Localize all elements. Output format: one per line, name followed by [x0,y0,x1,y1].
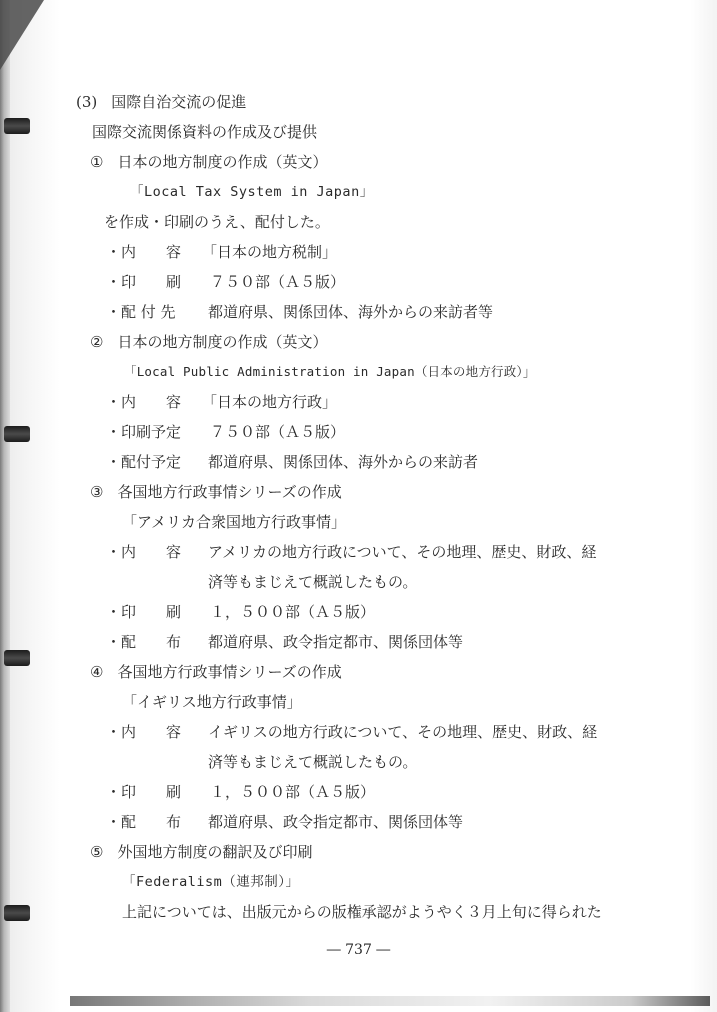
binding-edge [0,0,10,1012]
detail-label: ・配 布 [106,633,182,651]
detail-label: ・印 刷 [106,273,182,291]
document-title: 「Local Tax System in Japan」 [130,184,374,200]
item-title: 各国地方行政事情シリーズの作成 [117,663,342,681]
item-marker: ⑤ [90,843,104,861]
section-subtitle: 国際交流関係資料の作成及び提供 [92,123,318,141]
detail-value-continuation: 済等もまじえて概説したもの。 [208,753,418,771]
item-title: 日本の地方制度の作成（英文） [117,333,328,351]
detail-label: ・印 刷 [106,603,182,621]
binding-ring [4,905,30,921]
item-heading [90,662,342,682]
item-marker: ③ [90,483,104,501]
page-bottom-shadow [70,996,710,1006]
item-title: 外国地方制度の翻訳及び印刷 [117,843,313,861]
detail-value: アメリカの地方行政について、その地理、歴史、財政、経 [208,543,597,561]
detail-value: イギリスの地方行政について、その地理、歴史、財政、経 [208,723,598,741]
detail-label: ・内 容 [106,723,182,741]
detail-label: ・内 容 [106,543,182,561]
item-title: 各国地方行政事情シリーズの作成 [117,483,342,501]
page-corner-shadow [0,0,44,70]
detail-label: ・配 付 先 [106,303,176,321]
item-heading [90,842,312,862]
document-title: 「イギリス地方行政事情」 [122,693,302,711]
item-heading [90,152,327,172]
section-number: (3) [76,93,98,111]
detail-value: 都道府県、関係団体、海外からの来訪者 [208,453,479,471]
item-note: 上記については、出版元からの版権承認がようやく３月上旬に得られた [122,903,602,921]
detail-label: ・内 容 [106,243,182,261]
document-title: 「Local Public Administration in Japan（日本の地方行政）」 [124,364,536,379]
detail-label: ・内 容 [106,393,182,411]
item-heading [90,332,327,352]
detail-value: １，５００部（Ａ５版） [210,783,376,801]
detail-value-continuation: 済等もまじえて概説したもの。 [208,573,418,591]
binding-ring [4,118,30,134]
detail-label: ・印刷予定 [106,423,182,441]
document-title: 「Federalism（連邦制）」 [122,874,300,890]
detail-value: 都道府県、政令指定都市、関係団体等 [208,633,464,651]
item-note: を作成・印刷のうえ、配付した。 [104,213,330,231]
item-marker: ② [90,333,104,351]
item-title: 日本の地方制度の作成（英文） [117,153,328,171]
detail-value: 「日本の地方行政」 [202,393,338,411]
detail-label: ・配 布 [106,813,182,831]
detail-value: ７５０部（Ａ５版） [210,273,346,291]
detail-label: ・印 刷 [106,783,182,801]
detail-value: 都道府県、政令指定都市、関係団体等 [208,813,464,831]
document-title: 「アメリカ合衆国地方行政事情」 [122,513,346,531]
item-marker: ① [90,153,104,171]
detail-value: 都道府県、関係団体、海外からの来訪者等 [208,303,494,321]
item-heading [90,482,342,502]
binding-ring [4,426,30,442]
item-marker: ④ [90,663,104,681]
detail-value: １，５００部（Ａ５版） [210,603,376,621]
detail-value: 「日本の地方税制」 [202,243,338,261]
section-heading [76,92,246,112]
page-number: ― 737 ― [326,942,391,958]
detail-label: ・配付予定 [106,453,182,471]
binding-ring [4,650,30,666]
section-title: 国際自治交流の促進 [111,93,247,111]
detail-value: ７５０部（Ａ５版） [210,423,346,441]
